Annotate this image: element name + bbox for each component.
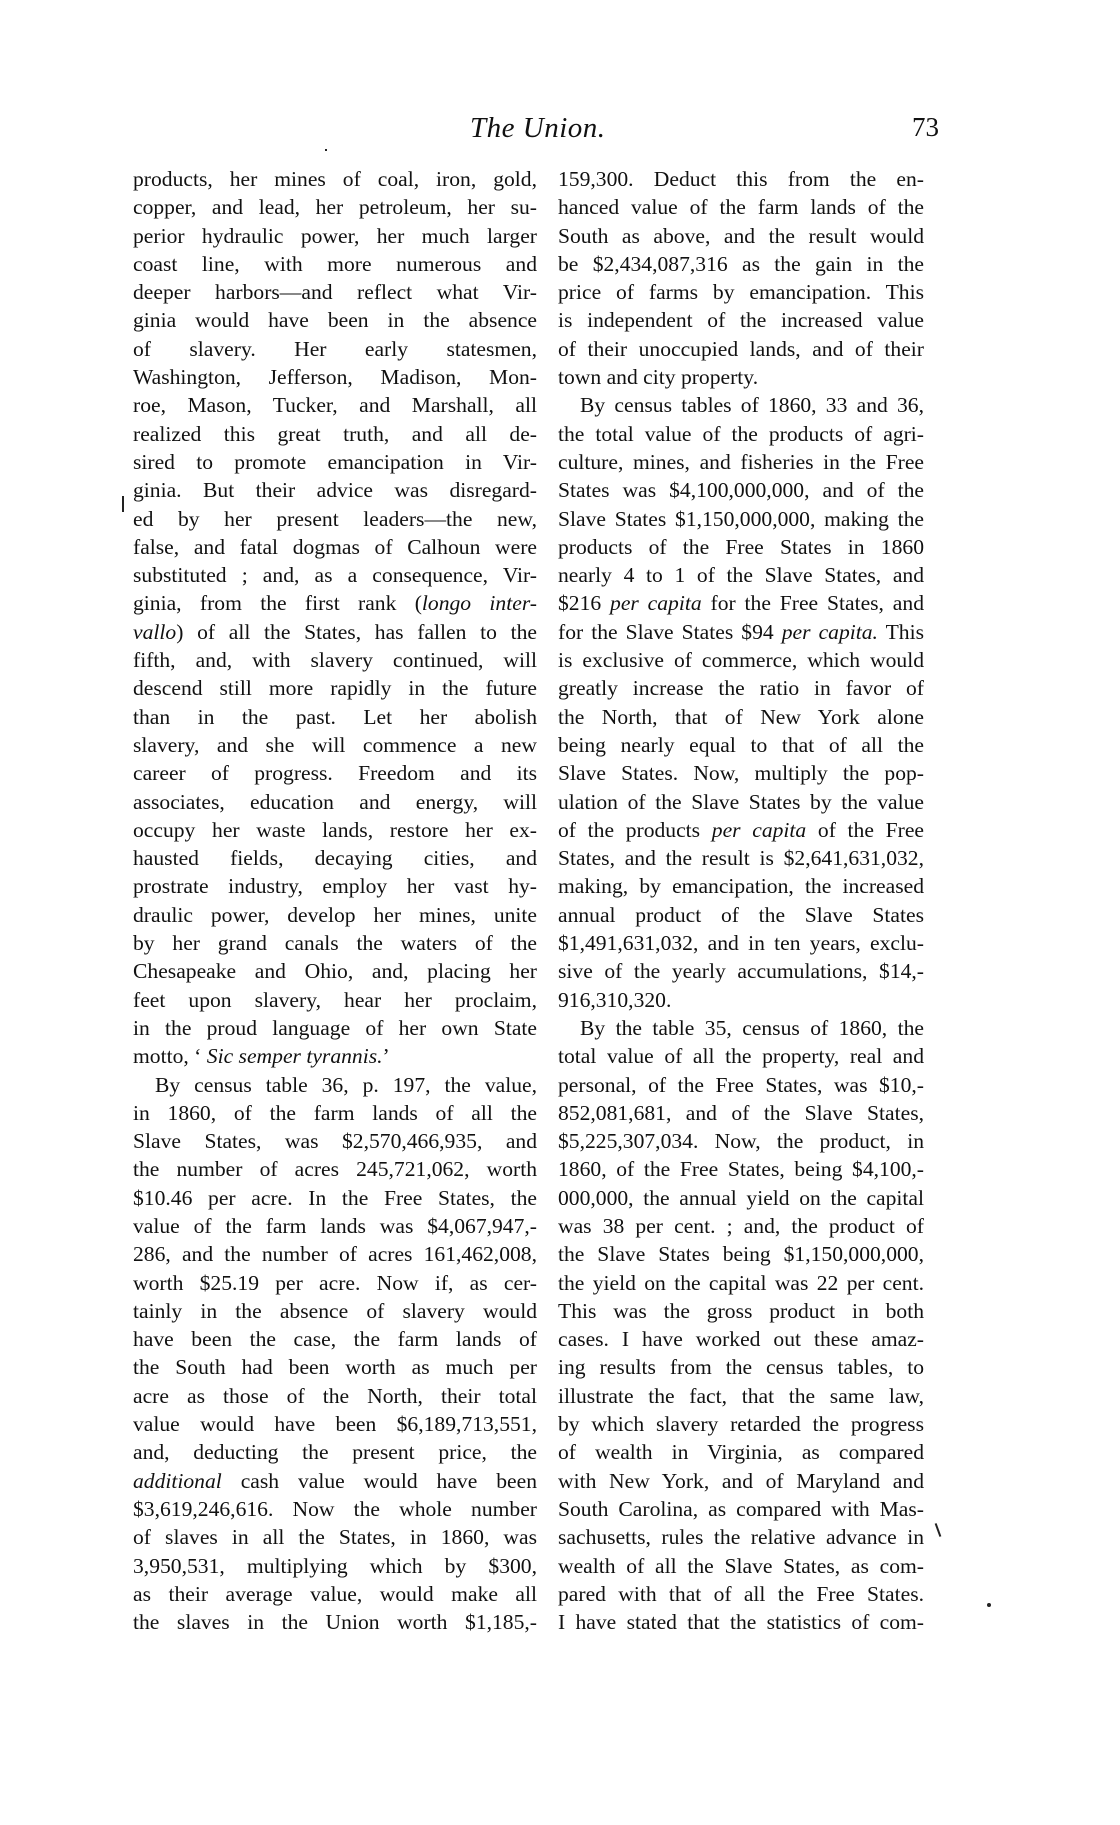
- text-line: [133, 1155, 537, 1183]
- text-line: [558, 986, 924, 1014]
- text-line: [133, 844, 537, 872]
- line-text: illustrate the fact, that the same law,: [558, 1383, 924, 1408]
- text-line: [133, 1240, 537, 1268]
- text-line: [558, 1438, 924, 1466]
- text-line: [133, 1580, 537, 1608]
- text-line: [133, 986, 537, 1014]
- text-line: [558, 1297, 924, 1325]
- text-line: [133, 1071, 537, 1099]
- line-text: $216: [558, 591, 611, 616]
- text-line: [133, 816, 537, 844]
- line-text: sachusetts, rules the relative advance in: [558, 1525, 924, 1550]
- text-line: [133, 1325, 537, 1353]
- line-text: perior hydraulic power, her much larger: [133, 223, 537, 248]
- text-line: [558, 759, 924, 787]
- text-line: [558, 222, 924, 250]
- line-text: false, and fatal dogmas of Calhoun were: [133, 534, 537, 559]
- text-line: [133, 1353, 537, 1381]
- text-line: [133, 1410, 537, 1438]
- line-text: than in the past. Let her abolish: [133, 704, 537, 729]
- line-text: culture, mines, and fisheries in the Free: [558, 449, 924, 474]
- line-text: wealth of all the Slave States, as com-: [558, 1553, 924, 1578]
- text-line: [133, 703, 537, 731]
- line-text: of slaves in all the States, in 1860, was: [133, 1525, 537, 1550]
- line-text: South as above, and the result would: [558, 223, 924, 248]
- text-line: [133, 1523, 537, 1551]
- line-text: be $2,434,087,316 as the gain in the: [558, 251, 924, 276]
- text-line: [558, 1099, 924, 1127]
- line-text: $1,491,631,032, and in ten years, exclu-: [558, 931, 924, 956]
- text-line: [558, 306, 924, 334]
- text-line: [133, 476, 537, 504]
- text-line: [133, 759, 537, 787]
- line-text: the number of acres 245,721,062, worth: [133, 1157, 537, 1182]
- line-text: sive of the yearly accumulations, $14,-: [558, 959, 924, 984]
- text-line: [558, 250, 924, 278]
- text-line: [558, 1184, 924, 1212]
- line-text: and, deducting the present price, the: [133, 1440, 537, 1465]
- line-text: tainly in the absence of slavery would: [133, 1298, 537, 1323]
- line-text: the slaves in the Union worth $1,185,-: [133, 1610, 537, 1635]
- text-line: [133, 1382, 537, 1410]
- line-text: substituted ; and, as a consequence, Vir-: [133, 563, 537, 588]
- line-text: States, and the result is $2,641,631,032,: [558, 846, 924, 871]
- line-text: ed by her present leaders—the new,: [133, 506, 537, 531]
- line-text: By the table 35, census of 1860, the: [580, 1015, 924, 1040]
- line-text: pared with that of all the Free States.: [558, 1581, 924, 1606]
- line-text: making, by emancipation, the increased: [558, 874, 924, 899]
- text-line: [558, 618, 924, 646]
- text-line: [133, 1438, 537, 1466]
- line-text: $10.46 per acre. In the Free States, the: [133, 1185, 537, 1210]
- line-text: draulic power, develop her mines, unite: [133, 902, 537, 927]
- line-text: acre as those of the North, their total: [133, 1383, 537, 1408]
- page-number: 73: [912, 112, 939, 142]
- line-text: is exclusive of commerce, which would: [558, 648, 924, 673]
- text-line: [558, 476, 924, 504]
- running-title: The Union.: [470, 112, 606, 144]
- right-column: [558, 165, 924, 1636]
- line-text: of the Free: [806, 817, 924, 842]
- text-line: [558, 1325, 924, 1353]
- line-text: Slave States. Now, multiply the pop-: [558, 761, 924, 786]
- text-line: [558, 929, 924, 957]
- line-text: Chesapeake and Ohio, and, placing her: [133, 959, 537, 984]
- line-text: ginia would have been in the absence: [133, 308, 537, 333]
- text-line: [558, 788, 924, 816]
- italic-text: additional: [133, 1468, 222, 1493]
- italic-text: per capita: [711, 817, 807, 842]
- line-text: cases. I have worked out these amaz-: [558, 1327, 924, 1352]
- text-line: [133, 1495, 537, 1523]
- text-line: [133, 731, 537, 759]
- text-line: [133, 1042, 537, 1070]
- line-text: By census table 36, p. 197, the value,: [155, 1072, 537, 1097]
- line-text: Slave States, was $2,570,466,935, and: [133, 1129, 537, 1154]
- text-line: [558, 363, 924, 391]
- line-text: products, her mines of coal, iron, gold,: [133, 167, 537, 191]
- italic-text: per capita: [610, 591, 702, 616]
- text-line: [133, 448, 537, 476]
- text-line: [133, 1608, 537, 1636]
- print-speck: [325, 149, 327, 151]
- text-line: [558, 1071, 924, 1099]
- line-text: in the proud language of her own State: [133, 1015, 537, 1040]
- text-line: [133, 1297, 537, 1325]
- line-text: as their average value, would make all: [133, 1581, 537, 1606]
- line-text: slavery, and she will commence a new: [133, 732, 537, 757]
- line-text: ing results from the census tables, to: [558, 1355, 924, 1380]
- line-text: nearly 4 to 1 of the Slave States, and: [558, 563, 924, 588]
- line-text: By census tables of 1860, 33 and 36,: [580, 393, 924, 418]
- line-text: associates, education and energy, will: [133, 789, 537, 814]
- text-line: [558, 731, 924, 759]
- text-line: [558, 1382, 924, 1410]
- text-line: [133, 618, 537, 646]
- line-text: occupy her waste lands, restore her ex-: [133, 817, 537, 842]
- text-line: [558, 957, 924, 985]
- text-line: [133, 533, 537, 561]
- line-text: of wealth in Virginia, as compared: [558, 1440, 924, 1465]
- text-line: [558, 1127, 924, 1155]
- line-text: greatly increase the ratio in favor of: [558, 676, 924, 701]
- line-text: South Carolina, as compared with Mas-: [558, 1496, 924, 1521]
- text-line: [133, 1014, 537, 1042]
- text-line: [558, 420, 924, 448]
- text-line: [133, 1552, 537, 1580]
- text-line: [133, 335, 537, 363]
- line-text: personal, of the Free States, was $10,-: [558, 1072, 924, 1097]
- text-line: [558, 193, 924, 221]
- text-line: [558, 448, 924, 476]
- line-text: 3,950,531, multiplying which by $300,: [133, 1553, 537, 1578]
- text-line: [133, 193, 537, 221]
- text-line: [133, 646, 537, 674]
- line-text: with New York, and of Maryland and: [558, 1468, 924, 1493]
- line-text: for the Slave States $94: [558, 619, 782, 644]
- text-line: [558, 674, 924, 702]
- line-text: 000,000, the annual yield on the capital: [558, 1185, 924, 1210]
- text-line: [558, 844, 924, 872]
- text-line: [558, 872, 924, 900]
- text-line: [133, 1467, 537, 1495]
- line-text: of the products: [558, 817, 712, 842]
- text-line: [558, 1467, 924, 1495]
- text-line: [133, 363, 537, 391]
- text-line: [133, 278, 537, 306]
- line-text: fifth, and, with slavery continued, will: [133, 648, 537, 673]
- text-line: [133, 1212, 537, 1240]
- line-text: ’: [382, 1044, 390, 1069]
- line-text: ginia, from the first rank (: [133, 591, 422, 616]
- line-text: is independent of the increased value: [558, 308, 924, 333]
- text-line: [558, 1240, 924, 1268]
- line-text: annual product of the Slave States: [558, 902, 924, 927]
- line-text: ) of all the States, has fallen to the: [176, 619, 537, 644]
- text-line: [133, 250, 537, 278]
- text-line: [133, 901, 537, 929]
- text-line: [558, 1269, 924, 1297]
- text-line: [558, 1552, 924, 1580]
- italic-text: vallo: [133, 619, 177, 644]
- line-text: products of the Free States in 1860: [558, 534, 924, 559]
- text-line: [133, 391, 537, 419]
- line-text: Washington, Jefferson, Madison, Mon-: [133, 365, 537, 390]
- line-text: I have stated that the statistics of com-: [558, 1610, 924, 1635]
- margin-dot: [987, 1603, 991, 1607]
- text-line: [558, 1042, 924, 1070]
- line-text: 916,310,320.: [558, 987, 672, 1012]
- text-line: [133, 505, 537, 533]
- text-line: [133, 872, 537, 900]
- line-text: hausted fields, decaying cities, and: [133, 846, 537, 871]
- text-line: [133, 957, 537, 985]
- text-line: [558, 391, 924, 419]
- line-text: the total value of the products of agri-: [558, 421, 924, 446]
- line-text: motto, ‘: [133, 1044, 207, 1069]
- text-line: [133, 306, 537, 334]
- text-line: [133, 1269, 537, 1297]
- text-line: [558, 1523, 924, 1551]
- line-text: Slave States $1,150,000,000, making the: [558, 506, 924, 531]
- line-text: have been the case, the farm lands of: [133, 1327, 537, 1352]
- line-text: price of farms by emancipation. This: [558, 280, 924, 305]
- line-text: value would have been $6,189,713,551,: [133, 1412, 537, 1437]
- line-text: of slavery. Her early statesmen,: [133, 336, 537, 361]
- line-text: ulation of the Slave States by the value: [558, 789, 924, 814]
- text-line: [133, 1127, 537, 1155]
- margin-mark: [935, 1523, 942, 1537]
- line-text: feet upon slavery, hear her proclaim,: [133, 987, 537, 1012]
- line-text: career of progress. Freedom and its: [133, 761, 537, 786]
- line-text: the Slave States being $1,150,000,000,: [558, 1242, 924, 1267]
- text-line: [133, 589, 537, 617]
- line-text: descend still more rapidly in the future: [133, 676, 537, 701]
- line-text: 852,081,681, and of the Slave States,: [558, 1100, 924, 1125]
- text-line: [558, 1155, 924, 1183]
- line-text: This: [877, 619, 924, 644]
- text-line: [133, 561, 537, 589]
- line-text: States was $4,100,000,000, and of the: [558, 478, 924, 503]
- text-line: [133, 674, 537, 702]
- line-text: 286, and the number of acres 161,462,008,: [133, 1242, 537, 1267]
- line-text: for the Free States, and: [701, 591, 924, 616]
- line-text: prostrate industry, employ her vast hy-: [133, 874, 537, 899]
- line-text: being nearly equal to that of all the: [558, 732, 924, 757]
- text-line: [558, 1353, 924, 1381]
- line-text: $5,225,307,034. Now, the product, in: [558, 1129, 924, 1154]
- text-line: [558, 1014, 924, 1042]
- running-head: [0, 112, 1120, 152]
- line-text: by which slavery retarded the progress: [558, 1412, 924, 1437]
- text-line: [558, 1580, 924, 1608]
- line-text: This was the gross product in both: [558, 1298, 924, 1323]
- line-text: the yield on the capital was 22 per cent.: [558, 1270, 924, 1295]
- text-line: [558, 589, 924, 617]
- text-line: [133, 420, 537, 448]
- line-text: in 1860, of the farm lands of all the: [133, 1100, 537, 1125]
- line-text: $3,619,246,616. Now the whole number: [133, 1496, 537, 1521]
- text-line: [133, 1099, 537, 1127]
- text-line: [558, 646, 924, 674]
- line-text: 159,300. Deduct this from the en-: [558, 167, 924, 191]
- text-line: [558, 561, 924, 589]
- italic-text: Sic semper tyrannis.: [206, 1044, 383, 1069]
- text-line: [558, 335, 924, 363]
- text-line: [558, 165, 924, 193]
- text-line: [133, 165, 537, 193]
- text-line: [558, 816, 924, 844]
- line-text: of their unoccupied lands, and of their: [558, 336, 924, 361]
- line-text: copper, and lead, her petroleum, her su-: [133, 195, 537, 220]
- line-text: cash value would have been: [221, 1468, 537, 1493]
- line-text: worth $25.19 per acre. Now if, as cer-: [133, 1270, 537, 1295]
- margin-mark: [122, 496, 124, 512]
- text-line: [558, 533, 924, 561]
- text-line: [133, 1184, 537, 1212]
- line-text: ginia. But their advice was disregard-: [133, 478, 537, 503]
- italic-text: longo inter-: [421, 591, 537, 616]
- line-text: the North, that of New York alone: [558, 704, 924, 729]
- line-text: was 38 per cent. ; and, the product of: [558, 1213, 924, 1238]
- text-line: [558, 1212, 924, 1240]
- text-line: [558, 1410, 924, 1438]
- line-text: hanced value of the farm lands of the: [558, 195, 924, 220]
- line-text: roe, Mason, Tucker, and Marshall, all: [133, 393, 537, 418]
- line-text: value of the farm lands was $4,067,947,-: [133, 1213, 537, 1238]
- text-line: [558, 1495, 924, 1523]
- text-line: [133, 788, 537, 816]
- text-line: [558, 703, 924, 731]
- line-text: the South had been worth as much per: [133, 1355, 537, 1380]
- line-text: deeper harbors—and reflect what Vir-: [133, 280, 537, 305]
- line-text: realized this great truth, and all de-: [133, 421, 537, 446]
- line-text: total value of all the property, real and: [558, 1044, 924, 1069]
- left-column: [133, 165, 537, 1636]
- text-line: [133, 929, 537, 957]
- line-text: by her grand canals the waters of the: [133, 931, 537, 956]
- text-line: [558, 505, 924, 533]
- text-line: [133, 222, 537, 250]
- line-text: town and city property.: [558, 365, 759, 390]
- line-text: sired to promote emancipation in Vir-: [133, 449, 537, 474]
- italic-text: per capita.: [781, 619, 878, 644]
- text-line: [558, 1608, 924, 1636]
- text-line: [558, 901, 924, 929]
- text-line: [558, 278, 924, 306]
- line-text: coast line, with more numerous and: [133, 251, 537, 276]
- line-text: 1860, of the Free States, being $4,100,-: [558, 1157, 924, 1182]
